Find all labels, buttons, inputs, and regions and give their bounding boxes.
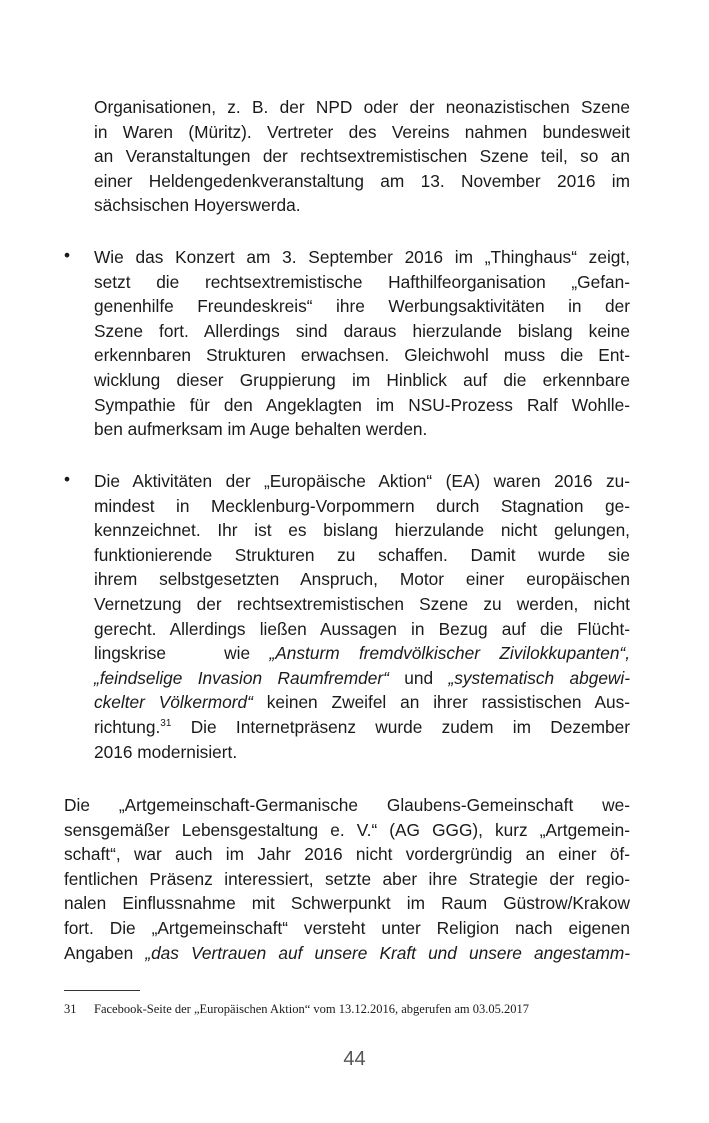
text-run: Angaben <box>64 942 146 963</box>
text-line: gerecht. Allerdings ließen Aussagen in Bezug auf die Flücht- <box>94 618 630 639</box>
text-line: Szene fort. Allerdings sind daraus hierzulande bislang keine <box>94 320 630 341</box>
text-line: in Waren (Müritz). Vertreter des Vereins nahmen bundesweit <box>94 121 630 142</box>
artgemeinschaft-paragraph <box>64 793 630 965</box>
text-line: wicklung dieser Gruppierung im Hinblick auf die erkennbare <box>94 369 630 390</box>
text-line: einer Heldengedenkveranstaltung am 13. November 2016 im <box>94 170 630 191</box>
footnote-divider <box>64 990 140 991</box>
continuation-paragraph <box>94 95 630 218</box>
text-line: sensgemäßer Lebensgestaltung e. V.“ (AG GGG), kurz „Artgemein- <box>64 819 630 840</box>
bullet-item-thinghaus <box>94 245 630 442</box>
text-line <box>94 641 630 666</box>
text-line: ben aufmerksam im Auge behalten werden. <box>94 419 428 440</box>
text-run: Die Internetpräsenz wurde zudem im Dezember <box>171 716 630 737</box>
text-line <box>94 666 630 691</box>
page-number: 44 <box>343 1048 366 1070</box>
footnote-number: 31 <box>64 1002 77 1016</box>
italic-quote: „feindselige Invasion Raumfremder“ <box>94 667 389 688</box>
text-line: mindest in Mecklenburg-Vorpommern durch Stagnation ge- <box>94 495 630 516</box>
text-line: erkennbaren Strukturen erwachsen. Gleichwohl muss die Ent- <box>94 345 630 366</box>
bullet-item-europaeische-aktion <box>94 469 630 764</box>
text-line: Vernetzung der rechtsextremistischen Szene zu werden, nicht <box>94 593 630 614</box>
text-line: Wie das Konzert am 3. September 2016 im „Thinghaus“ zeigt, <box>94 247 630 267</box>
italic-quote: ckelter Völkermord“ <box>94 692 253 713</box>
text-line: fentlichen Präsenz interessiert, setzte aber ihre Strategie der regio- <box>64 868 630 889</box>
text-line: nalen Einflussnahme mit Schwerpunkt im Raum Güstrow/Krakow <box>64 893 630 914</box>
italic-quote: „systematisch abgewi- <box>448 667 631 688</box>
text-line <box>94 690 630 715</box>
text-line: kennzeichnet. Ihr ist es bislang hierzulande nicht gelungen, <box>94 520 630 541</box>
italic-quote: „das Vertrauen auf unsere Kraft und unsere angestamm- <box>145 942 630 963</box>
text-line: Sympathie für den Angeklagten im NSU-Prozess Ralf Wohlle- <box>94 394 630 415</box>
text-line: Die „Artgemeinschaft-Germanische Glaubens-Gemeinschaft we- <box>64 795 630 815</box>
text-run: keinen Zweifel an ihrer rassistischen Aus- <box>252 692 630 713</box>
footnote <box>64 1001 634 1017</box>
text-line <box>94 715 630 740</box>
text-run: und <box>388 667 449 688</box>
text-line: funktionierende Strukturen zu schaffen. Damit wurde sie <box>94 544 630 565</box>
text-run: richtung. <box>94 716 161 737</box>
text-line: an Veranstaltungen der rechtsextremistischen Szene teil, so an <box>94 146 630 167</box>
text-line: schaft“, war auch im Jahr 2016 nicht vordergründig an einer öf- <box>64 844 630 865</box>
text-line: genenhilfe Freundeskreis“ ihre Werbungsaktivitäten in der <box>94 296 630 317</box>
text-line: setzt die rechtsextremistische Hafthilfeorganisation „Gefan- <box>94 271 630 292</box>
text-line: Organisationen, z. B. der NPD oder der neonazistischen Szene <box>94 97 630 117</box>
footnote-reference[interactable]: 31 <box>160 718 172 730</box>
text-line: Die Aktivitäten der „Europäische Aktion“ (EA) waren 2016 zu- <box>94 471 630 491</box>
bullet-marker: • <box>64 245 71 265</box>
text-line <box>64 941 630 966</box>
footnote-text: Facebook-Seite der „Europäischen Aktion“ vom 13.12.2016, abgerufen am 03.05.2017 <box>94 1002 529 1016</box>
text-line: fort. Die „Artgemeinschaft“ versteht unter Religion nach eigenen <box>64 917 630 938</box>
text-line: sächsischen Hoyerswerda. <box>94 195 301 216</box>
text-run: lingskrise wie <box>94 643 270 664</box>
text-line: ihrem selbstgesetzten Anspruch, Motor einer europäischen <box>94 569 630 590</box>
bullet-marker: • <box>64 469 71 489</box>
italic-quote: „Ansturm fremdvölkischer Zivilokkupanten“, <box>269 643 630 664</box>
text-line: 2016 modernisiert. <box>94 741 238 762</box>
